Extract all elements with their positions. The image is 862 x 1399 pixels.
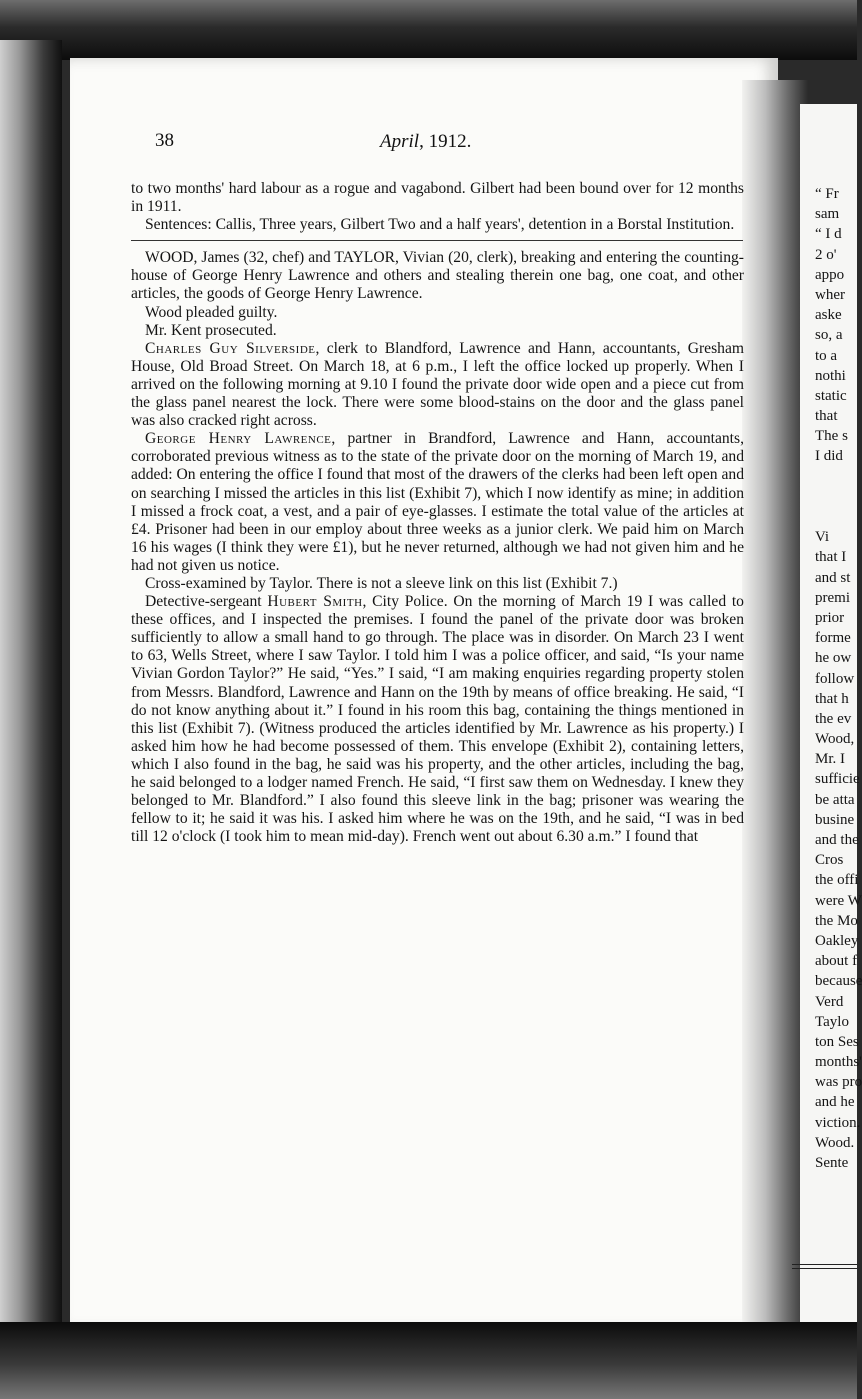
case-heading: WOOD, James (32, chef) and TAYLOR, Vivian (20, clerk), breaking and entering the counting-house of George Henry Lawrence and others and stealing therein one bag, one coat, and other articles, the goods of George Henry Lawrence.: [131, 249, 744, 303]
right-page-line: Oakley: [815, 932, 859, 949]
right-page-rule: [792, 1264, 857, 1269]
right-page-line: and st: [815, 569, 851, 586]
paragraph: Cross-examined by Taylor. There is not a sleeve link on this list (Exhibit 7.): [145, 574, 618, 592]
right-page-line: and the: [815, 832, 859, 848]
paragraph: Mr. Kent prosecuted.: [145, 321, 277, 339]
right-page-line: was pro: [815, 1074, 862, 1091]
right-page-line: [815, 507, 857, 527]
right-page-line: Cros: [815, 852, 844, 869]
right-page-line: premi: [815, 589, 850, 606]
witness-prefix: Detective-sergeant: [145, 593, 268, 611]
right-page-line: that I: [815, 549, 847, 566]
right-page-line: prior: [815, 609, 845, 626]
right-page-line: [815, 467, 857, 487]
witness-paragraph: [131, 340, 744, 430]
right-page-line: busine: [815, 811, 855, 828]
right-page-line: appo: [815, 266, 845, 283]
right-page-line: static: [815, 387, 847, 404]
right-page-line: Taylo: [815, 1013, 849, 1030]
right-page-line: wher: [815, 286, 845, 303]
body-text: [131, 180, 744, 846]
header-year: , 1912.: [419, 131, 472, 152]
right-page-line: “ I d: [815, 226, 842, 243]
right-page-line: be atta: [815, 791, 855, 808]
right-page-line: and he: [815, 1094, 855, 1111]
right-page-line: Mr. I: [815, 751, 845, 768]
right-page-line: forme: [815, 630, 851, 647]
right-page-line: Vi: [815, 529, 830, 546]
page-number: 38: [155, 130, 174, 151]
right-page-line: because: [815, 973, 862, 990]
running-header: [380, 131, 471, 153]
right-page-line: so, a: [815, 327, 843, 344]
right-page-line: the offi: [815, 872, 859, 889]
right-page-line: that: [815, 408, 838, 425]
right-page-line: follow: [815, 670, 855, 687]
right-page-line: he ow: [815, 650, 852, 667]
header-month: April: [380, 131, 420, 152]
right-page-line: viction.: [815, 1114, 861, 1131]
right-page-line: [815, 487, 857, 507]
right-page-line: were W: [815, 892, 862, 909]
right-page-line: sufficie: [815, 771, 860, 788]
right-page-line: The s: [815, 428, 848, 445]
witness-name: Hubert Smith: [267, 593, 363, 611]
paragraph: Sentences: Callis, Three years, Gilbert Two and a half years', detention in a Borstal Institution.: [145, 216, 735, 234]
witness-testimony: , partner in Brandford, Lawrence and Hann, accountants, corroborated previous witness as to the state of the private door on the morning of March 19, and added: On entering the office I found that most of the drawers of the clerks had been left open and on searching I missed the articles in this list (Exhibit 7), which I now identify as mine; in addition I missed a frock coat, a vest, and a pair of eye-glasses. I estimate the total value of the articles at £4. Prisoner had been in our employ about three weeks as a junior clerk. We paid him on March 16 his wages (I think they were £1), but he never returned, although we had not given him and he had not given us notice.: [131, 430, 744, 574]
right-page-line: I did: [815, 448, 843, 465]
right-page-line: the Mo: [815, 912, 858, 929]
right-page-line: months': [815, 1054, 862, 1071]
right-page-line: ton Ses: [815, 1033, 859, 1050]
right-page-line: the ev: [815, 710, 852, 727]
right-page-line: sam: [815, 206, 840, 223]
book-gutter: [742, 80, 808, 1330]
right-page-line: Verd: [815, 993, 844, 1010]
right-page-line: aske: [815, 307, 842, 324]
right-page-text: [815, 184, 862, 1173]
right-page-line: about f: [815, 953, 858, 970]
paragraph: to two months' hard labour as a rogue and vagabond. Gilbert had been bound over for 12 months in 1911.: [131, 180, 744, 216]
witness-paragraph: [131, 430, 744, 575]
witness-name: Charles Guy Silverside: [145, 339, 316, 357]
witness-testimony: , clerk to Blandford, Lawrence and Hann, accountants, Gresham House, Old Broad Street. On March 18, at 6 p.m., I left the office locked up properly. When I arrived on the following morning at 9.10 I found the private door wide open and a piece cut from the glass panel nearest the lock. There were some blood-stains on the door and the glass panel was also cracked right across.: [131, 339, 745, 430]
right-page-line: Wood,: [815, 731, 855, 748]
book-bottom-shadow: [0, 1322, 857, 1399]
book-left-edge: [0, 40, 62, 1340]
right-page-line: to a: [815, 347, 838, 364]
right-page-line: Wood.: [815, 1134, 855, 1151]
right-page-line: that h: [815, 690, 849, 707]
witness-testimony: , City Police. On the morning of March 19 I was called to these offices, and I inspected the premises. I found the panel of the private door was broken sufficiently to allow a small hand to go through. The place was in disorder. On March 23 I went to 63, Wells Street, where I saw Taylor. I told him I was a police officer, and said, “Is your name Vivian Gordon Taylor?” He said, “Yes.” I said, “I am making enquiries regarding property stolen from Messrs. Blandford, Lawrence and Hann on the 19th by means of office breaking. He said, “I do not know anything about it.” I found in his room this bag, containing the things mentioned in this list (Exhibit 7). (Witness produced the articles identified by Mr. Lawrence as his property.) I asked him how he had become possessed of them. This envelope (Exhibit 2), containing letters, which I also found in the bag, he said was his property, and the other articles, including the bag, he said belonged to a lodger named French. He said, “I first saw them on Wednesday. I knew they belonged to Mr. Blandford.” I also found this sleeve link in the bag; prisoner was wearing the fellow to it; he said it was his. I asked him where he was on the 19th, and he said, “I was in bed till 12 o'clock (I took him to mean mid-day). French went out about 6.30 a.m.” I found that: [131, 593, 744, 846]
right-page-line: Sente: [815, 1155, 849, 1171]
right-page-line: 2 o': [815, 246, 837, 263]
witness-name: George Henry Lawrence: [145, 430, 332, 448]
right-page-line: nothi: [815, 367, 846, 384]
section-divider: [131, 240, 743, 241]
right-page-line: “ Fr: [815, 186, 839, 202]
witness-paragraph: [131, 593, 744, 846]
book-top-shadow: [0, 0, 857, 60]
paragraph: Wood pleaded guilty.: [145, 303, 278, 321]
